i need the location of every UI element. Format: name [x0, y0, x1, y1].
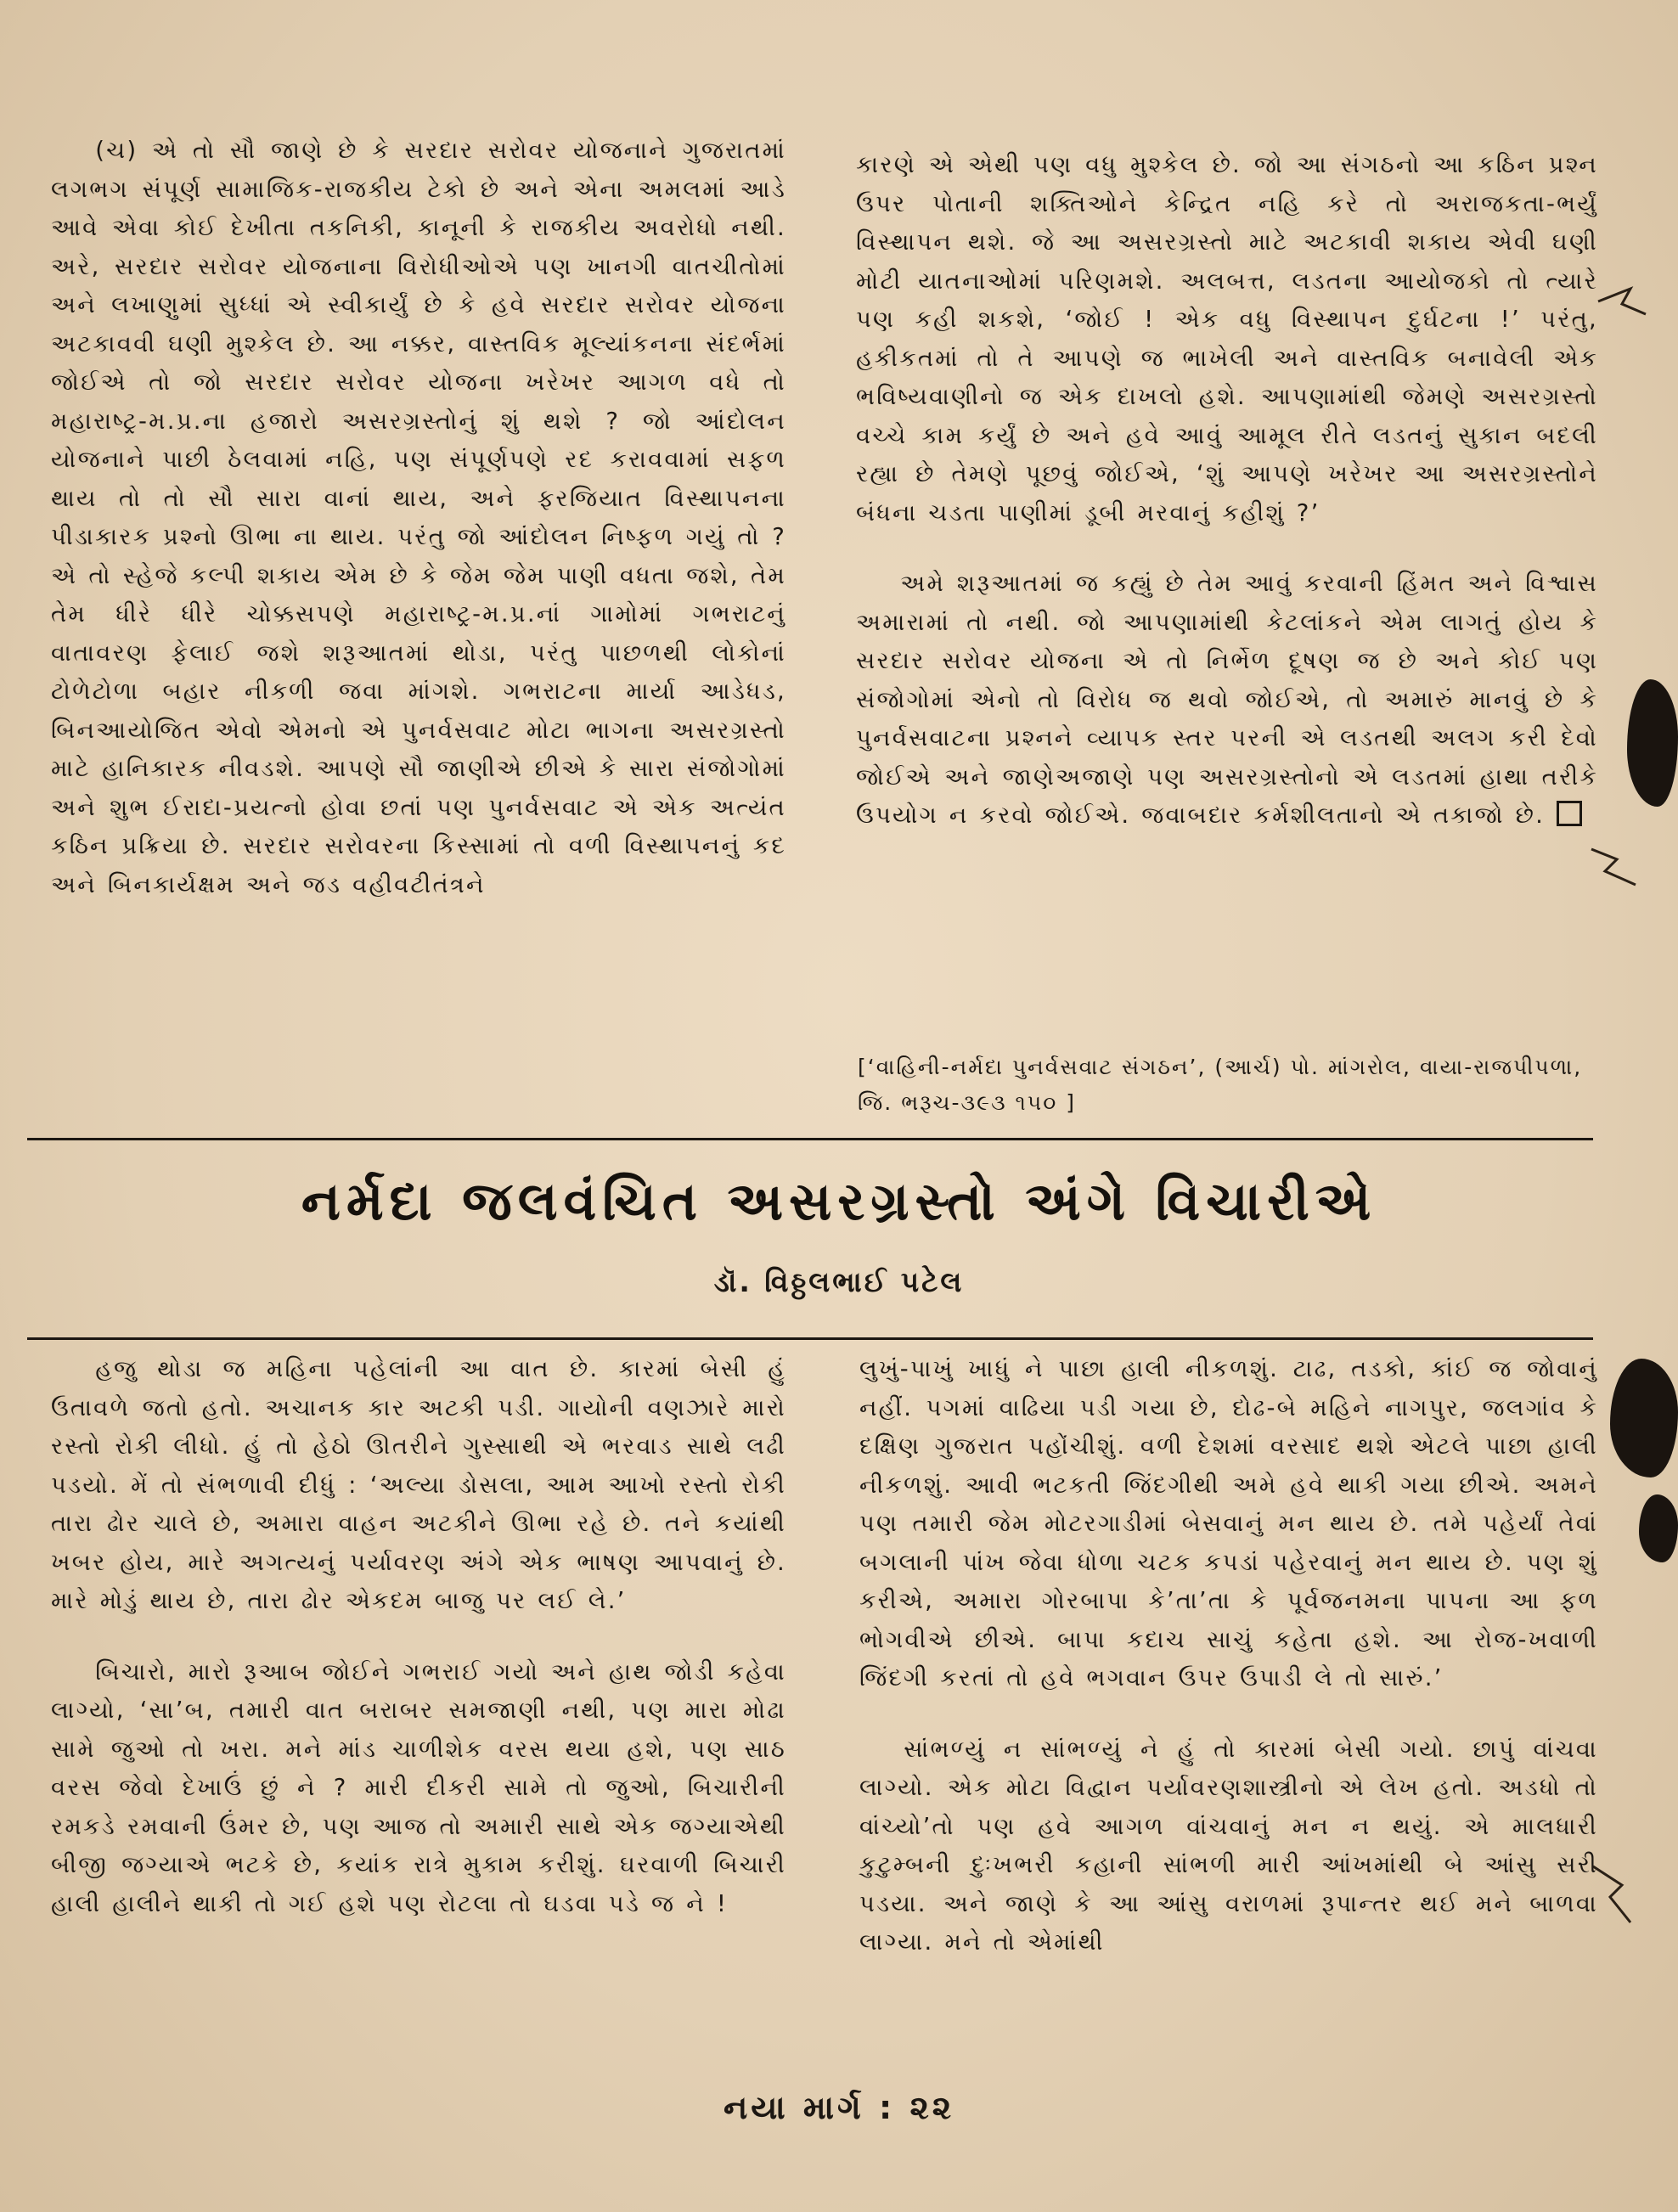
paragraph: હજુ થોડા જ મહિના પહેલાંની આ વાત છે. કારમાં બેસી હું ઉતાવળે જતો હતો. અચાનક કાર અટકી પડી. ગાયોની વણઝારે મારો રસ્તો રોકી લીધો. હું તો હેઠો ઊતરીને ગુસ્સાથી એ ભરવાડ સાથે લઢી પડયો. મેં તો સંભળાવી દીધું : ‘અલ્યા ડોસલા, આમ આખો રસ્તો રોકી તારા ઢોર ચાલે છે, અમારા વાહન અટકીને ઊભા રહે છે. તને કયાંથી ખબર હોય, મારે અગત્યનું પર્યાવરણ અંગે એક ભાષણ આપવાનું છે. મારે મોડું થાય છે, તારા ઢોર એકદમ બાજુ પર લઈ લે.’ — [51, 1355, 786, 1614]
previous-article-column-left — [51, 132, 786, 904]
page-tear-mark — [1596, 280, 1647, 323]
previous-article-column-right — [856, 146, 1598, 836]
end-of-article-box-icon — [1557, 801, 1582, 826]
paragraph: સાંભળ્યું ન સાંભળ્યું ને હું તો કારમાં બેસી ગયો. છાપું વાંચવા લાગ્યો. એક મોટા વિદ્વાન પર્યાવરણશાસ્ત્રીનો એ લેખ હતો. અડધો તો વાંચ્યો’તો પણ હવે આગળ વાંચવાનું મન ન થયું. એ માલધારી કુટુમ્બની દુઃખભરી કહાની સાંભળી મારી આંખમાંથી બે આંસુ સરી પડયા. અને જાણે કે આ આંસુ વરાળમાં રૂપાન્તર થઈ મને બાળવા લાગ્યા. મને તો એમાંથી — [859, 1735, 1598, 1956]
page-damage-stain — [1627, 679, 1678, 807]
article-author: ડૉ. વિઠ્ઠલભાઈ પટેલ — [713, 1265, 965, 1298]
page-tear-mark — [1588, 841, 1639, 892]
paragraph: લુખું-પાખું ખાધું ને પાછા હાલી નીકળશું. ટાઢ, તડકો, કાંઈ જ જોવાનું નહીં. પગમાં વાઢિયા પડી ગયા છે, દોઢ-બે મહિને નાગપુર, જલગાંવ કે દક્ષિણ ગુજરાત પહોંચીશું. વળી દેશમાં વરસાદ થશે એટલે પાછા હાલી નીકળશું. આવી ભટકતી જિંદગીથી અમે હવે થાકી ગયા છીએ. અમને પણ તમારી જેમ મોટરગાડીમાં બેસવાનું મન થાય છે. તમે પહેર્યાં તેવાં બગલાની પાંખ જેવા ધોળા ચટક કપડાં પહેરવાનું મન થાય છે. પણ શું કરીએ, અમારા ગોરબાપા કે’તા’તા કે પૂર્વજનમના પાપના આ ફળ ભોગવીએ છીએ. બાપા કદાચ સાચું કહેતા હશે. આ રોજ-ખવાળી જિંદગી કરતાં તો હવે ભગવાન ઉપર ઉપાડી લે તો સારું.’ — [859, 1355, 1598, 1691]
paragraph: બિચારો, મારો રૂઆબ જોઈને ગભરાઈ ગયો અને હાથ જોડી કહેવા લાગ્યો, ‘સા’બ, તમારી વાત બરાબર સમજાણી નથી, પણ મારા મોઢા સામે જુઓ તો ખરા. મને માંડ ચાળીશેક વરસ થયા હશે, પણ સાઠ વરસ જેવો દેખાઉં છું ને ? મારી દીકરી સામે તો જુઓ, બિચારીની રમકડે રમવાની ઉંમર છે, પણ આજ તો અમારી સાથે એક જગ્યાએથી બીજી જગ્યાએ ભટકે છે, કયાંક રાત્રે મુકામ કરીશું. ઘરવાળી બિચારી હાલી હાલીને થાકી તો ગઈ હશે પણ રોટલા તો ઘડવા પડે જ ને ! — [51, 1658, 786, 1917]
paragraph: (ચ) એ તો સૌ જાણે છે કે સરદાર સરોવર યોજનાને ગુજરાતમાં લગભગ સંપૂર્ણ સામાજિક-રાજકીય ટેકો છે અને એના અમલમાં આડે આવે એવા કોઈ દેખીતા તકનિકી, કાનૂની કે રાજકીય અવરોધો નથી. અરે, સરદાર સરોવર યોજનાના વિરોધીઓએ પણ ખાનગી વાતચીતોમાં અને લખાણુમાં સુધ્ધાં એ સ્વીકાર્યું છે કે હવે સરદાર સરોવર યોજના અટકાવવી ઘણી મુશ્કેલ છે. આ નક્કર, વાસ્તવિક મૂલ્યાંકનના સંદર્ભમાં જોઈએ તો જો સરદાર સરોવર યોજના ખરેખર આગળ વધે તો મહારાષ્ટ્ર-મ.પ્ર.ના હજારો અસરગ્રસ્તોનું શું થશે ? જો આંદોલન યોજનાને પાછી ઠેલવામાં નહિ, પણ સંપૂર્ણપણે રદ કરાવવામાં સફળ થાય તો તો સૌ સારા વાનાં થાય, અને ફરજિયાત વિસ્થાપનના પીડાકારક પ્રશ્નો ઊભા ના થાય. પરંતુ જો આંદોલન નિષ્ફળ ગયું તો ? એ તો સ્હેજે કલ્પી શકાય એમ છે કે જેમ જેમ પાણી વધતા જશે, તેમ તેમ ધીરે ધીરે ચોક્કસપણે મહારાષ્ટ્ર-મ.પ્ર.નાં ગામોમાં ગભરાટનું વાતાવરણ ફેલાઈ જશે શરૂઆતમાં થોડા, પરંતુ પાછળથી લોકોનાં ટોળેટોળા બહાર નીકળી જવા માંગશે. ગભરાટના માર્યા આડેધડ, બિનઆયોજિત એવો એમનો એ પુનર્વસવાટ મોટા ભાગના અસરગ્રસ્તો માટે હાનિકારક નીવડશે. આપણે સૌ જાણીએ છીએ કે સારા સંજોગોમાં અને શુભ ઈરાદા-પ્રયત્નો હોવા છતાં પણ પુનર્વસવાટ એ એક અત્યંત કઠિન પ્રક્રિયા છે. સરદાર સરોવરના કિસ્સામાં તો વળી વિસ્થાપનનું કદ અને બિનકાર્યક્ષમ અને જડ વહીવટીતંત્રને — [51, 137, 786, 898]
article-column-right — [859, 1350, 1598, 1962]
closing-paragraph — [856, 565, 1598, 836]
page-footer: નયા માર્ગ : ૨૨ — [723, 2089, 955, 2126]
article-column-left — [51, 1350, 786, 1923]
article-title: નર્મદા જલવંચિત અસરગ્રસ્તો અંગે વિચારીએ — [301, 1170, 1377, 1232]
contact-address: [‘વાહિની-નર્મદા પુનર્વસવાટ સંગઠન’, (આર્ચ) પો. માંગરોલ, વાયા-રાજપીપળા, જિ. ભરૂચ-૩૯૩ ૧૫૦ ] — [858, 1055, 1583, 1115]
page-damage-stain — [1639, 1494, 1678, 1562]
paragraph: કારણે એ એથી પણ વધુ મુશ્કેલ છે. જો આ સંગઠનો આ કઠિન પ્રશ્ન ઉપર પોતાની શક્તિઓને કેન્દ્રિત નહિ કરે તો અરાજકતા-ભર્યું વિસ્થાપન થશે. જે આ અસરગ્રસ્તો માટે અટકાવી શકાય એવી ઘણી મોટી યાતનાઓમાં પરિણમશે. અલબત્ત, લડતના આયોજકો તો ત્યારે પણ કહી શકશે, ‘જોઈ ! એક વધુ વિસ્થાપન દુર્ઘટના !’ પરંતુ, હકીકતમાં તો તે આપણે જ ભાખેલી અને વાસ્તવિક બનાવેલી એક ભવિષ્યવાણીનો જ એક દાખલો હશે. આપણામાંથી જેમણે અસરગ્રસ્તો વચ્ચે કામ કર્યું છે અને હવે આવું આમૂલ રીતે લડતનું સુકાન બદલી રહ્યા છે તેમણે પૂછવું જોઈએ, ‘શું આપણે ખરેખર આ અસરગ્રસ્તોને બંધના ચડતા પાણીમાં ડૂબી મરવાનું કહીશું ?’ — [856, 151, 1598, 526]
page-damage-stain — [1610, 1359, 1678, 1477]
divider-rule — [27, 1138, 1593, 1140]
page-tear-mark — [1588, 1860, 1639, 1928]
closing-paragraph-text: અમે શરૂઆતમાં જ કહ્યું છે તેમ આવું કરવાની હિંમત અને વિશ્વાસ અમારામાં તો નથી. જો આપણામાંથી કેટલાંકને એમ લાગતું હોય કે સરદાર સરોવર યોજના એ તો નિર્ભેળ દૂષણ જ છે અને કોઈ પણ સંજોગોમાં એનો તો વિરોધ જ થવો જોઈએ, તો અમારું માનવું છે કે પુનર્વસવાટના પ્રશ્નને વ્યાપક સ્તર પરની એ લડતથી અલગ કરી દેવો જોઈએ અને જાણેઅજાણે પણ અસરગ્રસ્તોનો એ લડતમાં હાથા તરીકે ઉપયોગ ન કરવો જોઈએ. જવાબદાર કર્મશીલતાનો એ તકાજો છે. — [856, 570, 1598, 829]
divider-rule — [27, 1337, 1593, 1340]
